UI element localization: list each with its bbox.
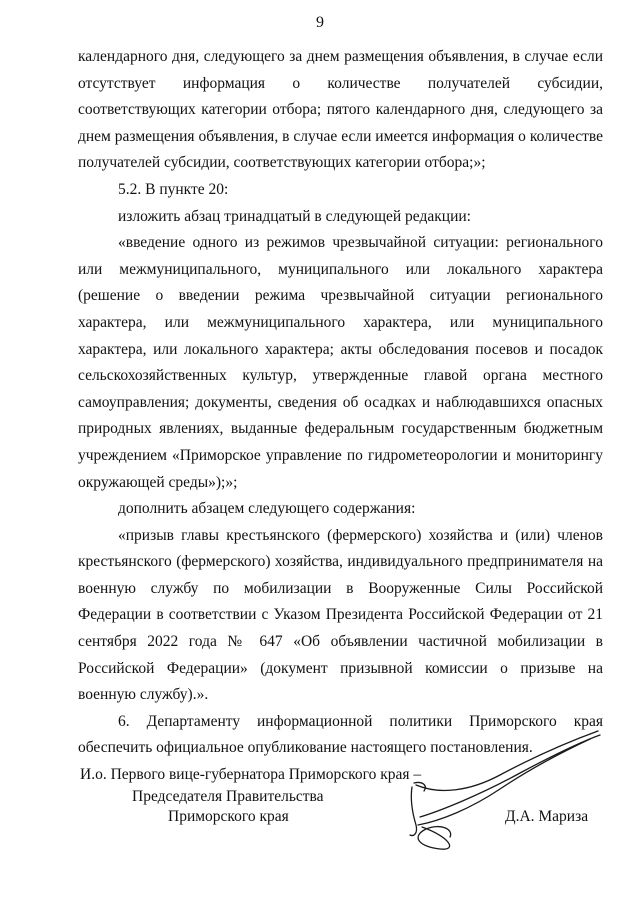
- paragraph-quote-1: «введение одного из режимов чрезвычайной ситуации: регионального или межмуниципального, муниципального или локального характера (решение о введении режима чрезвычайной ситуации регионального характера, или межмуниципального характера, или муниципального характера, или локального характера; акты обследования посевов и посадок сельскохозяйственных культур, утвержденные главой органа местного самоуправления; документы, сведения об осадках и наблюдавшихся опасных природных явлениях, выданные федеральным государственным бюджетным учреждением «Приморское управление по гидрометеорологии и мониторингу окружающей среды»);»;: [78, 234, 603, 491]
- paragraph-instruction-2: дополнить абзацем следующего содержания:: [118, 500, 416, 518]
- paragraph-instruction-1: изложить абзац тринадцатый в следующей редакции:: [118, 207, 471, 225]
- handwritten-signature: [380, 725, 610, 855]
- paragraph-continuation: календарного дня, следующего за днем размещения объявления, в случае если отсутствует информация о количестве получателей субсидии, соответствующих категории отбора; пятого календарного дня, следующего за днем размещения объявления, в случае если имеется информация о количестве получателей субсидии, соответствующих категории отбора;»;: [78, 48, 603, 172]
- paragraph-item-6: 6. Департаменту информационной политики Приморского края обеспечить официальное опубликование настоящего постановления.: [78, 712, 603, 757]
- signatory-name: Д.А. Мариза: [505, 808, 589, 825]
- paragraph-quote-2: «призыв главы крестьянского (фермерского) хозяйства и (или) членов крестьянского (фермерского) хозяйства, индивидуального предпринимателя на военную службу по мобилизации в Вооруженные Силы Российской Федерации в соответствии с Указом Президента Российской Федерации от 21 сентября 2022 года № 647 «Об объявлении частичной мобилизации в Российской Федерации» (документ призывной комиссии о призыве на военную службу).».: [78, 526, 603, 704]
- paragraph-item-5-2: 5.2. В пункте 20:: [118, 180, 229, 198]
- signatory-position-line-2: Председателя Правительства: [132, 788, 324, 805]
- page-number: 9: [316, 14, 324, 31]
- signatory-position-line-1: И.о. Первого вице-губернатора Приморского края –: [80, 766, 422, 783]
- document-body: [78, 44, 603, 762]
- signatory-position-line-3: Приморского края: [168, 808, 289, 825]
